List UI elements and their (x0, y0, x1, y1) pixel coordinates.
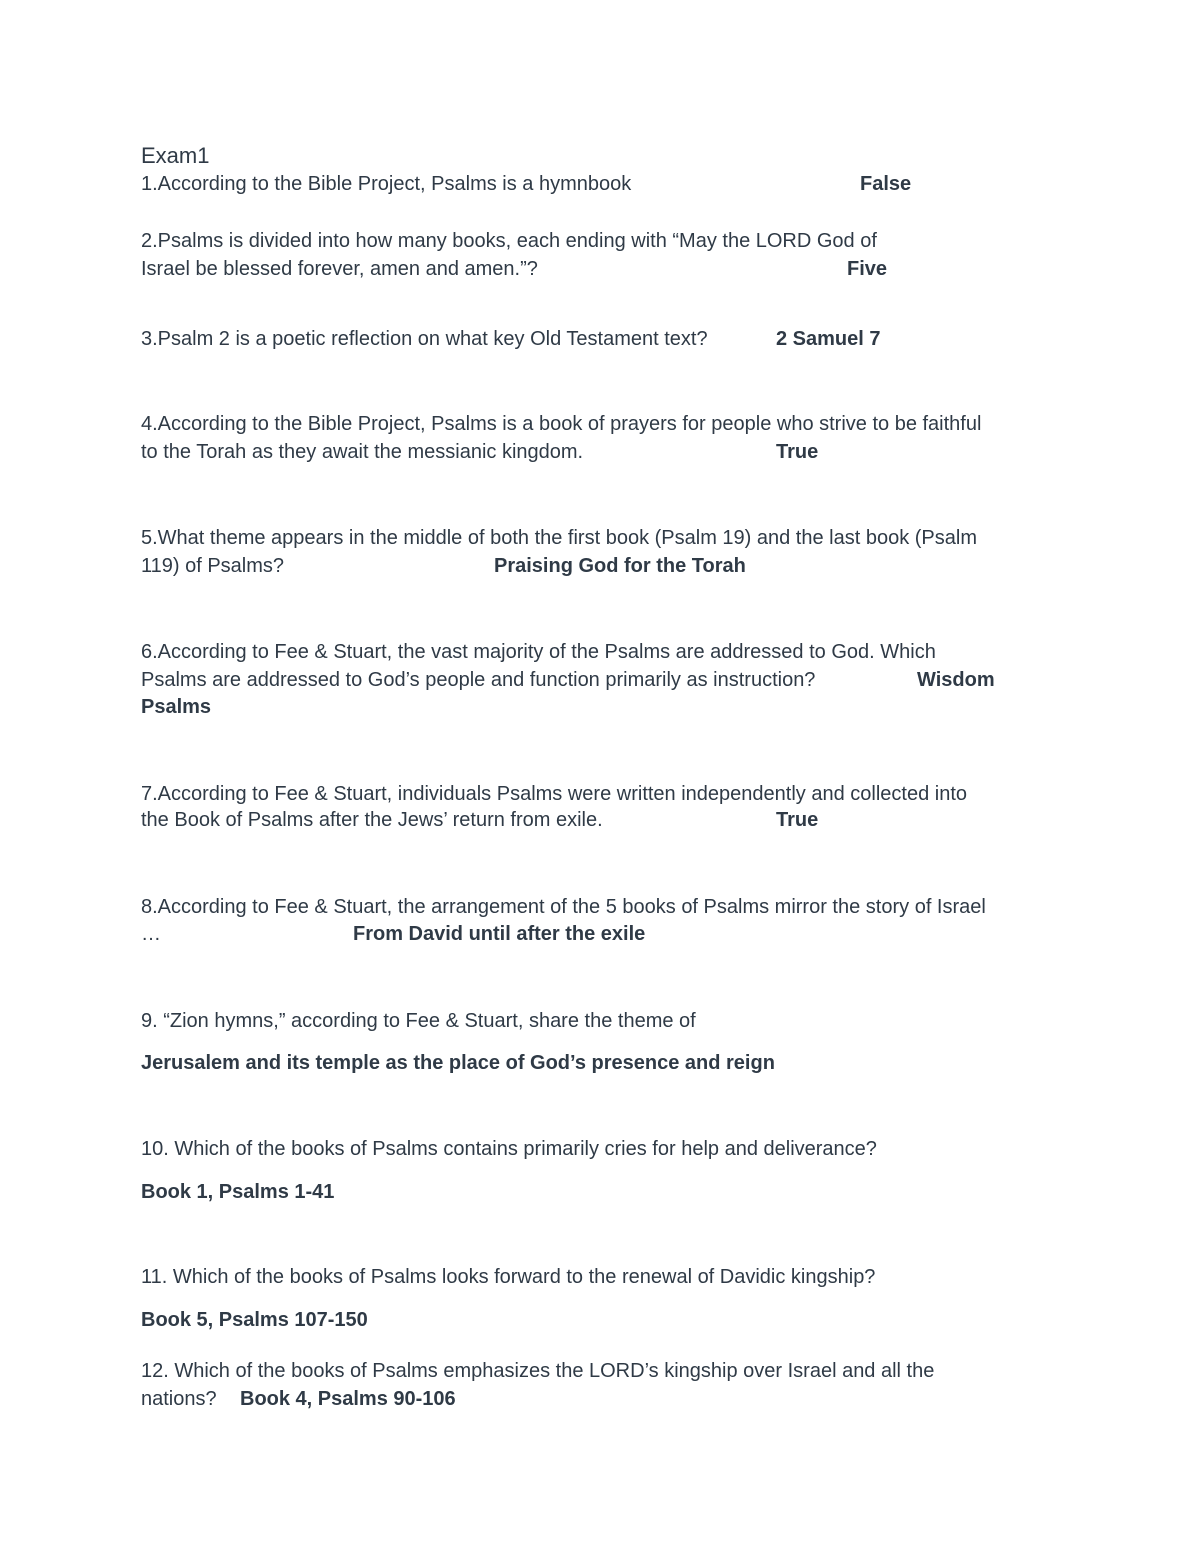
question-9-line-1: 9. “Zion hymns,” according to Fee & Stuart, share the theme of (141, 1010, 696, 1032)
question-4-line-1: 4.According to the Bible Project, Psalms is a book of prayers for people who strive to be faithful (141, 413, 982, 435)
question-12-line-1: 12. Which of the books of Psalms emphasizes the LORD’s kingship over Israel and all the (141, 1360, 935, 1382)
question-11-line-1: 11. Which of the books of Psalms looks forward to the renewal of Davidic kingship? (141, 1266, 876, 1288)
question-12-line-2: nations? (141, 1388, 217, 1410)
answer-3: 2 Samuel 7 (776, 328, 881, 350)
question-1-line-1: 1.According to the Bible Project, Psalms is a hymnbook (141, 173, 632, 195)
question-6-line-1: 6.According to Fee & Stuart, the vast majority of the Psalms are addressed to God. Which (141, 641, 936, 663)
question-8-line-2: … (141, 923, 161, 945)
question-5-line-1: 5.What theme appears in the middle of both the first book (Psalm 19) and the last book (Psalm (141, 527, 977, 549)
answer-11: Book 5, Psalms 107-150 (141, 1309, 368, 1331)
question-2-line-2: Israel be blessed forever, amen and amen.”? (141, 258, 538, 280)
answer-4: True (776, 441, 819, 463)
answer-9: Jerusalem and its temple as the place of God’s presence and reign (141, 1052, 775, 1074)
answer-2: Five (847, 258, 888, 280)
question-6-line-2: Psalms are addressed to God’s people and function primarily as instruction? (141, 669, 816, 691)
answer-10: Book 1, Psalms 1-41 (141, 1181, 335, 1203)
answer-8: From David until after the exile (353, 923, 646, 945)
answer-6: Wisdom (917, 669, 995, 691)
answer-6-continued: Psalms (141, 696, 212, 718)
answer-5: Praising God for the Torah (494, 555, 746, 577)
question-2-line-1: 2.Psalms is divided into how many books, each ending with “May the LORD God of (141, 230, 877, 252)
question-7-line-1: 7.According to Fee & Stuart, individuals Psalms were written independently and collected into (141, 783, 968, 805)
answer-1: False (860, 173, 912, 195)
question-3-line-1: 3.Psalm 2 is a poetic reflection on what key Old Testament text? (141, 328, 708, 350)
question-7-line-2: the Book of Psalms after the Jews’ return from exile. (141, 809, 603, 831)
question-10-line-1: 10. Which of the books of Psalms contains primarily cries for help and deliverance? (141, 1138, 877, 1160)
question-4-line-2: to the Torah as they await the messianic kingdom. (141, 441, 584, 463)
answer-7: True (776, 809, 819, 831)
exam-title: Exam1 (141, 143, 210, 168)
answer-12: Book 4, Psalms 90-106 (240, 1388, 456, 1410)
question-8-line-1: 8.According to Fee & Stuart, the arrangement of the 5 books of Psalms mirror the story of Israel (141, 896, 986, 918)
question-5-line-2: 119) of Psalms? (141, 555, 285, 577)
